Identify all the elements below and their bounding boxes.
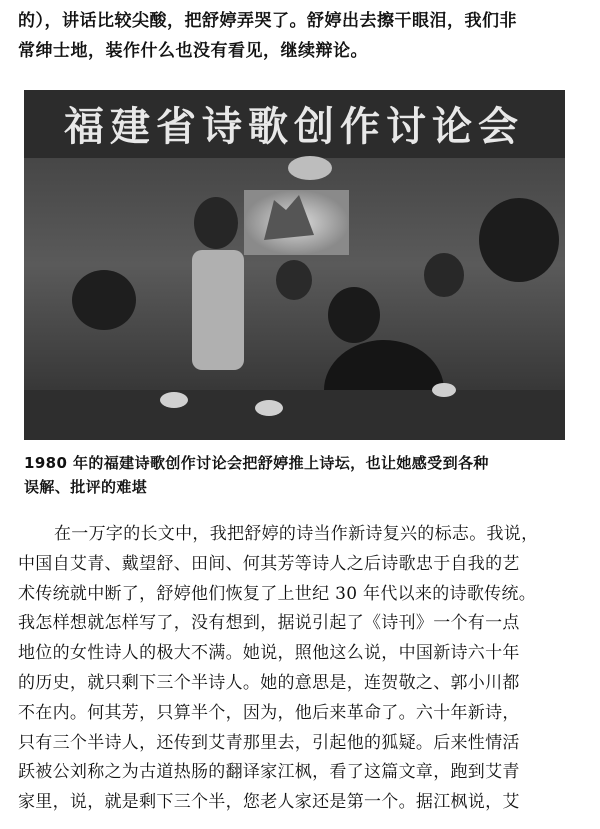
body-line: 只有三个半诗人，还传到艾青那里去，引起他的狐疑。后来性情活 bbox=[18, 732, 520, 753]
body-line: 不在内。何其芳，只算半个，因为，他后来革命了。六十年新诗， bbox=[18, 702, 520, 723]
caption-line: 1980 年的福建诗歌创作讨论会把舒婷推上诗坛，也让她感受到各种 bbox=[24, 454, 489, 472]
top-paragraph-line: 常绅士地，装作什么也没有看见，继续辩论。 bbox=[18, 41, 368, 61]
body-line: 地位的女性诗人的极大不满。她说，照他这么说，中国新诗六十年 bbox=[18, 643, 520, 664]
body-line: 家里，说，就是剩下三个半，您老人家还是第一个。据江枫说，艾 bbox=[18, 792, 520, 813]
event-photo bbox=[24, 90, 565, 440]
audience-head bbox=[328, 287, 380, 343]
banner-text: 福建省诗歌创作讨论会 bbox=[64, 104, 524, 150]
teacup bbox=[255, 400, 283, 416]
lamp bbox=[288, 156, 332, 180]
audience-head bbox=[479, 198, 559, 282]
audience-head bbox=[72, 270, 136, 330]
photo-caption bbox=[24, 451, 580, 499]
audience-head bbox=[424, 253, 464, 297]
body-line: 在一万字的长文中，我把舒婷的诗当作新诗复兴的标志。我说， bbox=[54, 524, 539, 544]
body-line: 我怎样想就怎样写了，没有想到，据说引起了《诗刊》一个有一点 bbox=[18, 613, 520, 634]
photo-illustration bbox=[24, 90, 565, 440]
standing-woman-head bbox=[194, 197, 238, 249]
caption-line: 误解、批评的难堪 bbox=[24, 478, 148, 496]
body-line: 跃被公刘称之为古道热肠的翻译家江枫，看了这篇文章，跑到艾青 bbox=[18, 762, 520, 783]
teacup bbox=[160, 392, 188, 408]
top-paragraph-line: 的），讲话比较尖酸，把舒婷弄哭了。舒婷出去擦干眼泪，我们非 bbox=[18, 11, 517, 31]
top-paragraph bbox=[18, 6, 584, 66]
standing-woman-body bbox=[192, 250, 244, 370]
teacup bbox=[432, 383, 456, 397]
body-paragraph bbox=[18, 520, 586, 818]
body-line: 术传统就中断了，舒婷他们恢复了上世纪 30 年代以来的诗歌传统。 bbox=[18, 583, 537, 604]
audience-head bbox=[276, 260, 312, 300]
table bbox=[24, 390, 565, 440]
body-line: 中国自艾青、戴望舒、田间、何其芳等诗人之后诗歌忠于自我的艺 bbox=[18, 553, 520, 574]
body-line: 的历史，就只剩下三个半诗人。她的意思是，连贺敬之、郭小川都 bbox=[18, 672, 520, 693]
